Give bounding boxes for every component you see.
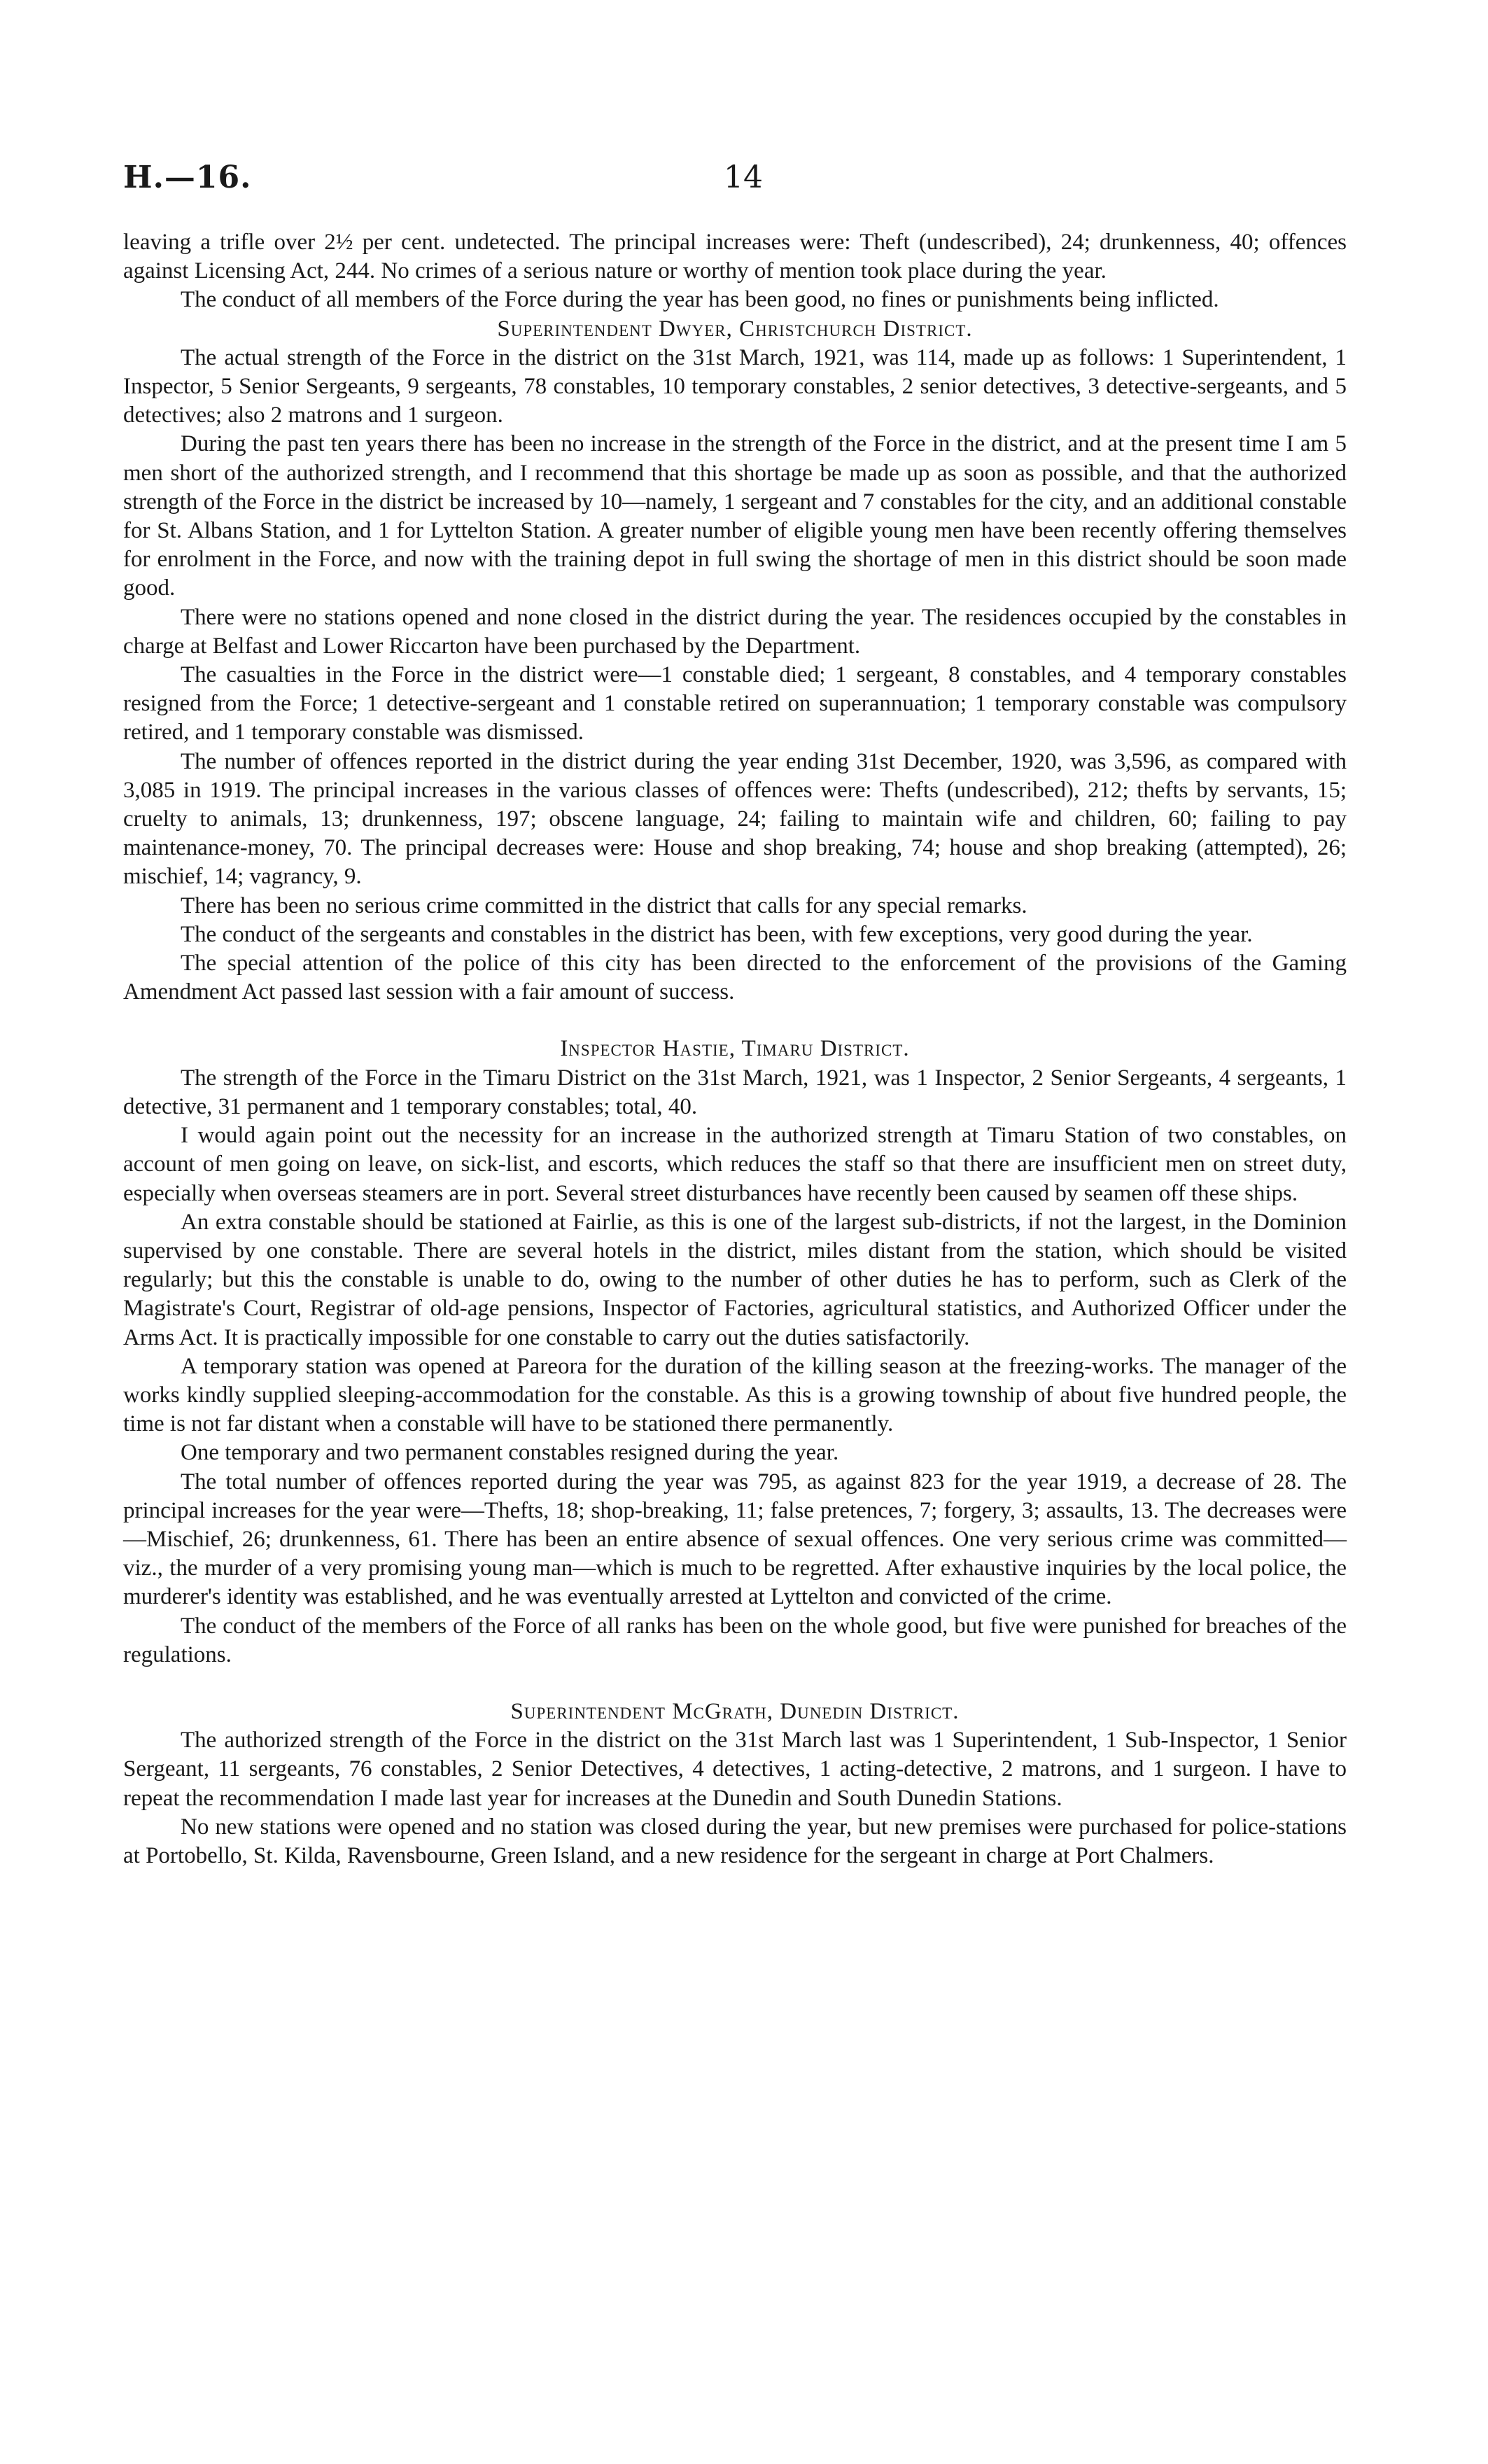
paragraph: The authorized strength of the Force in the district on the 31st March last was 1 Superintendent, 1 Sub-Inspector, 1 Senior Sergeant, 11 sergeants, 76 constables, 2 Senior Detectives, 4 detectives, 1 acting-detective, 2 matrons, and 1 surgeon. I have to repeat the recommendation I made last year for increases at the Dunedin and South Dunedin Stations. bbox=[123, 1728, 1347, 1811]
paragraph: The actual strength of the Force in the district on the 31st March, 1921, was 114, made up as follows: 1 Superintendent, 1 Inspector, 5 Senior Sergeants, 9 sergeants, 78 constables, 10 temporary constables, 2 senior detectives, 3 detective-sergeants, and 5 detectives; also 2 matrons and 1 surgeon. bbox=[123, 344, 1347, 428]
paragraph: There were no stations opened and none closed in the district during the year. The residences occupied by the constables in charge at Belfast and Lower Riccarton have been purchased by the Department. bbox=[123, 604, 1347, 659]
paragraph: The special attention of the police of this city has been directed to the enforcement of the provisions of the Gaming Amendment Act passed last session with a fair amount of success. bbox=[123, 951, 1347, 1005]
paragraph: The number of offences reported in the district during the year ending 31st December, 1920, was 3,596, as compared with 3,085 in 1919. The principal increases in the various classes of offences were: Thefts (undescribed), 212; thefts by servants, 15; cruelty to animals, 13; drunkenness, 197; obscene language, 24; failing to maintain wife and children, 60; failing to pay maintenance-money, 70. The principal decreases were: House and shop breaking, 74; house and shop breaking (attempted), 26; mischief, 14; vagrancy, 9. bbox=[123, 748, 1347, 890]
section-heading-timaru: Inspector Hastie, Timaru District. bbox=[560, 1036, 910, 1062]
paragraph: There has been no serious crime committed in the district that calls for any special remarks. bbox=[181, 892, 1027, 918]
document-reference: H.—16. bbox=[123, 160, 252, 195]
paragraph: The conduct of the members of the Force of all ranks has been on the whole good, but five were punished for breaches of the regulations. bbox=[123, 1613, 1347, 1667]
section-heading-dunedin: Superintendent McGrath, Dunedin District. bbox=[510, 1698, 960, 1724]
paragraph: The conduct of all members of the Force during the year has been good, no fines or punishments being inflicted. bbox=[181, 287, 1219, 313]
paragraph: An extra constable should be stationed at Fairlie, as this is one of the largest sub-districts, if not the largest, in the Dominion supervised by one constable. There are several hotels in the district, miles distant from the station, which should be visited regularly; but this the constable is unable to do, owing to the number of other duties he has to perform, such as Clerk of the Magistrate's Court, Registrar of old-age pensions, Inspector of Factories, agricultural statistics, and Authorized Officer under the Arms Act. It is practically impossible for one constable to carry out the duties satisfactorily. bbox=[123, 1209, 1347, 1350]
paragraph: A temporary station was opened at Pareora for the duration of the killing season at the freezing-works. The manager of the works kindly supplied sleeping-accommodation for the constable. As this is a growing township of about five hundred people, the time is not far distant when a constable will have to be stationed there permanently. bbox=[123, 1353, 1347, 1437]
paragraph: One temporary and two permanent constables resigned during the year. bbox=[181, 1440, 839, 1466]
paragraph: No new stations were opened and no station was closed during the year, but new premises were purchased for police-stations at Portobello, St. Kilda, Ravensbourne, Green Island, and a new residence for the sergeant in charge at Port Chalmers. bbox=[123, 1814, 1347, 1868]
section-heading-christchurch: Superintendent Dwyer, Christchurch District. bbox=[497, 316, 973, 342]
paragraph: The strength of the Force in the Timaru District on the 31st March, 1921, was 1 Inspector, 2 Senior Sergeants, 4 sergeants, 1 detective, 31 permanent and 1 temporary constables; total, 40. bbox=[123, 1065, 1347, 1119]
paragraph: I would again point out the necessity for an increase in the authorized strength at Timaru Station of two constables, on account of men going on leave, on sick-list, and escorts, which reduces the staff so that there are insufficient men on street duty, especially when overseas steamers are in port. Several street disturbances have recently been caused by seamen off these ships. bbox=[123, 1123, 1347, 1206]
paragraph: During the past ten years there has been no increase in the strength of the Force in the district, and at the present time I am 5 men short of the authorized strength, and I recommend that this shortage be made up as soon as possible, and that the authorized strength of the Force in the district be increased by 10—namely, 1 sergeant and 7 constables for the city, and an additional constable for St. Albans Station, and 1 for Lyttelton Station. A greater number of eligible young men have been recently offering themselves for enrolment in the Force, and now with the training depot in full swing the shortage of men in this district should be soon made good. bbox=[123, 431, 1347, 601]
body-text bbox=[123, 228, 1347, 1870]
page-number: 14 bbox=[724, 160, 763, 195]
paragraph: The total number of offences reported during the year was 795, as against 823 for the year 1919, a decrease of 28. The principal increases for the year were—Thefts, 18; shop-breaking, 11; false pretences, 7; forgery, 3; assaults, 13. The decreases were—Mischief, 26; drunkenness, 61. There has been an entire absence of sexual offences. One very serious crime was committed—viz., the murder of a very promising young man—which is much to be regretted. After exhaustive inquiries by the local police, the murderer's identity was established, and he was eventually arrested at Lyttelton and convicted of the crime. bbox=[123, 1469, 1347, 1610]
paragraph: The conduct of the sergeants and constables in the district has been, with few exceptions, very good during the year. bbox=[181, 921, 1253, 947]
paragraph: The casualties in the Force in the district were—1 constable died; 1 sergeant, 8 constables, and 4 temporary constables resigned from the Force; 1 detective-sergeant and 1 constable retired on superannuation; 1 temporary constable was compulsory retired, and 1 temporary constable was dismissed. bbox=[123, 662, 1347, 746]
page-header bbox=[123, 160, 1347, 202]
paragraph: leaving a trifle over 2½ per cent. undetected. The principal increases were: Theft (undescribed), 24; drunkenness, 40; offences against Licensing Act, 244. No crimes of a serious nature or worthy of mention took place during the year. bbox=[123, 230, 1347, 284]
